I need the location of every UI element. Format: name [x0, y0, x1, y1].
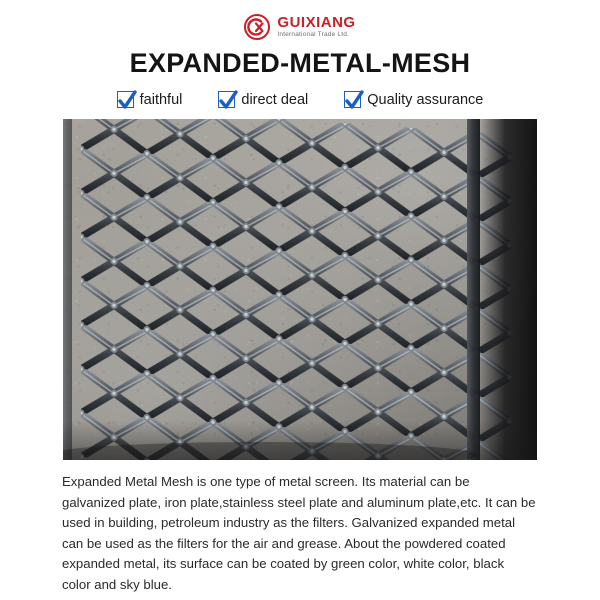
- gx-monogram-icon: [244, 14, 270, 40]
- brand-text: [277, 15, 355, 39]
- photo-shadow-bottom: [63, 420, 537, 460]
- mesh-frame-left: [63, 119, 72, 460]
- blue-check-icon: [218, 91, 235, 108]
- product-description: Expanded Metal Mesh is one type of metal screen. Its material can be galvanized plate, iron plate,stainless steel plate and aluminum plate,etc. It can be used in building, petroleum industry as the filters. Galvanized expanded metal can be used as the filters for the air and grease. About the powdered coated expanded metal, its surface can be coated by green color, white color, black color and sky blue.: [62, 474, 536, 592]
- product-photo: [63, 119, 537, 460]
- feature-list: [0, 91, 600, 108]
- blue-check-icon: [344, 91, 361, 108]
- brand-name: GUIXIANG: [277, 14, 356, 32]
- brand-subtitle: International Trade Ltd.: [277, 31, 350, 39]
- photo-shadow-right: [479, 119, 537, 460]
- brand-logo: [0, 0, 600, 42]
- feature-label: direct deal: [241, 91, 309, 108]
- feature-label: faithful: [139, 91, 183, 108]
- feature-item-direct-deal: [218, 91, 308, 108]
- feature-item-quality-assurance: [344, 91, 483, 108]
- feature-item-faithful: [117, 91, 183, 108]
- page-title: EXPANDED-METAL-MESH: [129, 48, 471, 78]
- feature-label: Quality assurance: [367, 91, 484, 108]
- expanded-metal-mesh-illustration: [63, 119, 537, 460]
- blue-check-icon: [117, 91, 134, 108]
